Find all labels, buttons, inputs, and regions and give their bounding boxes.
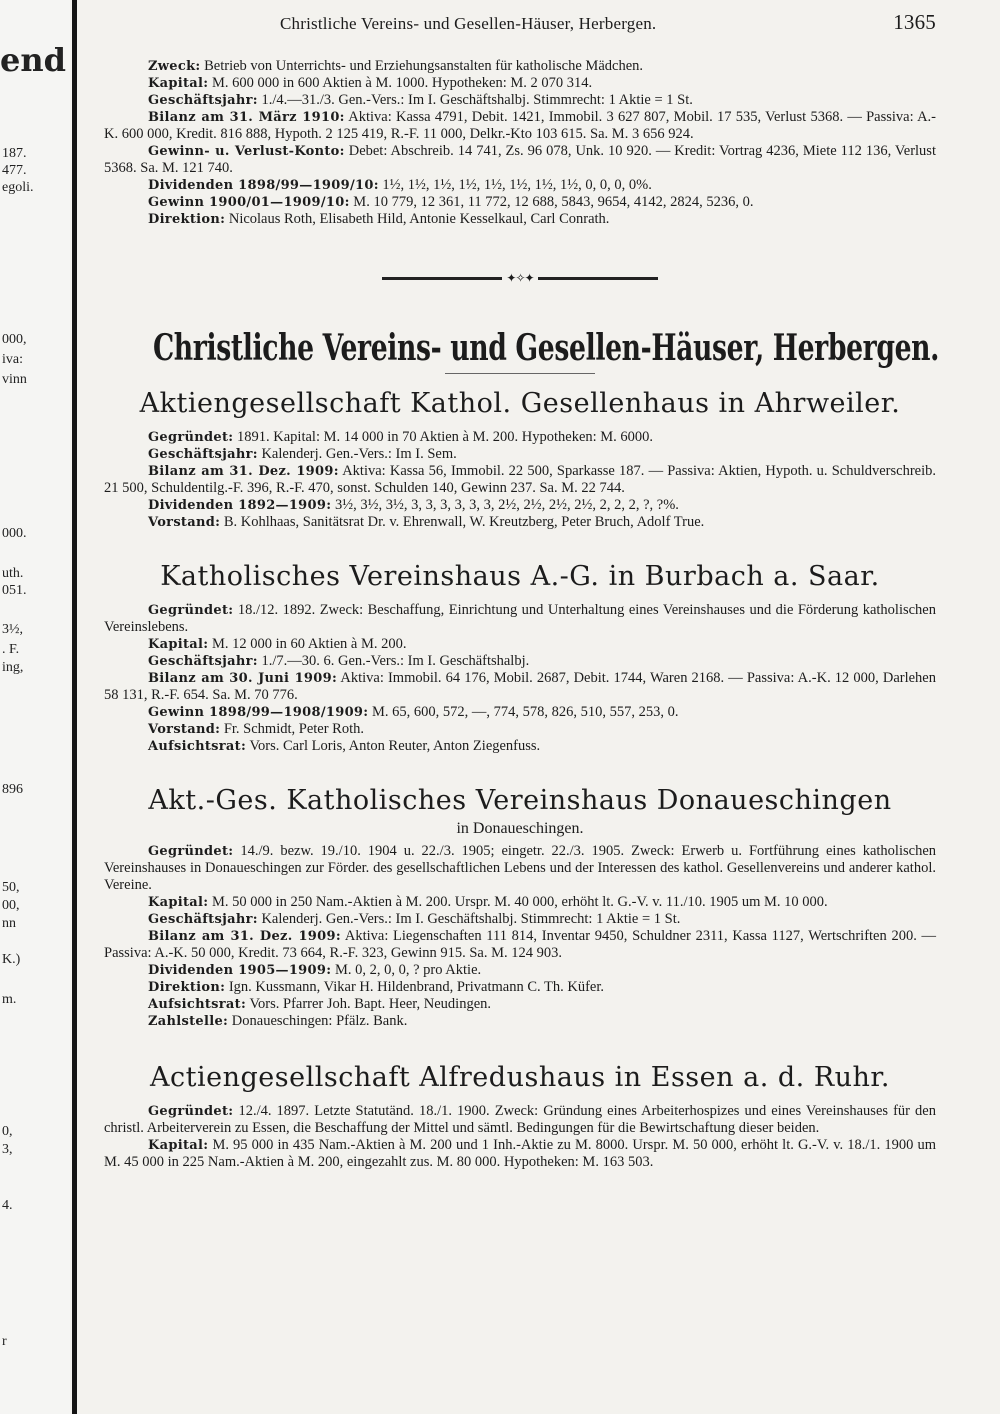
page-number: 1365 [893, 10, 936, 34]
margin-word: end [0, 41, 66, 79]
entry-text: 1./7.—30. 6. Gen.-Vers.: Im I. Geschäftshalbj. [261, 653, 530, 669]
entry-text: 14./9. bezw. 19./10. 1904 u. 22./3. 1905; eingetr. 22./3. 1905. Zweck: Erwerb u. Fortführung eines katholischen Vereinshauses in Donaueschingen zur Förder. des gesellschaftlichen Lebens und der Interessen des kathol. Gesellenvereins und anderer kathol. Vereine. [104, 843, 937, 893]
entry-label: Kapital: [148, 895, 209, 910]
margin-fragment: uth. [2, 566, 24, 581]
entry-text: M. 10 779, 12 361, 11 772, 12 688, 5843, 9654, 4142, 2824, 5236, 0. [353, 194, 754, 210]
margin-fragment: 4. [2, 1198, 13, 1213]
entry-line [104, 704, 936, 721]
margin-fragment: 896 [2, 782, 23, 797]
company-title: Katholisches Vereinshaus A.-G. in Burbach a. Saar. [160, 561, 880, 592]
entry-label: Geschäftsjahr: [148, 93, 258, 108]
entry-line [104, 497, 936, 514]
section-title: Christliche Vereins- und Gesellen-Häuser, Herbergen. [152, 327, 940, 369]
entry-text: M. 0, 2, 0, 0, ? pro Aktie. [334, 962, 482, 978]
entry-line [104, 962, 936, 979]
entry-label: Vorstand: [148, 722, 221, 737]
previous-page-margin [0, 0, 70, 1414]
entry-line [104, 463, 936, 497]
entry-line [104, 211, 936, 228]
running-title: Christliche Vereins- und Gesellen-Häuser, Herbergen. [280, 14, 657, 33]
entry-label: Kapital: [148, 76, 209, 91]
entry-line [104, 738, 936, 755]
entry-label: Gewinn 1898/99—1908/1909: [148, 705, 369, 720]
entry-label: Bilanz am 31. Dez. 1909: [148, 464, 339, 479]
margin-fragment: 187. [2, 146, 27, 161]
entry-text: Aktiva: Immobil. 64 176, Mobil. 2687, Debit. 1744, Waren 2168. — Passiva: A.-K. 12 000, Darlehen 58 131, R.-F. 654. Sa. M. 70 776. [104, 670, 936, 703]
entry-label: Gegründet: [148, 844, 234, 859]
entry-label: Gewinn- u. Verlust-Konto: [148, 144, 345, 159]
entry-text: 1./4.—31./3. Gen.-Vers.: Im I. Geschäftshalbj. Stimmrecht: 1 Aktie = 1 St. [261, 92, 693, 108]
entry-text: M. 50 000 in 250 Nam.-Aktien à M. 200. Urspr. M. 40 000, erhöht lt. G.-V. v. 11./10. 1905 um M. 10 000. [211, 894, 828, 910]
company-title: Actiengesellschaft Alfredushaus in Essen a. d. Ruhr. [150, 1062, 890, 1093]
entry-text: 1891. Kapital: M. 14 000 in 70 Aktien à M. 200. Hypotheken: M. 6000. [237, 429, 654, 445]
entry-text: Vors. Carl Loris, Anton Reuter, Anton Ziegenfuss. [249, 738, 541, 754]
entry-text: 3½, 3½, 3½, 3, 3, 3, 3, 3, 3, 2½, 2½, 2½, 2½, 2, 2, 2, ?, ?%. [334, 497, 679, 513]
margin-fragment: 3½, [2, 622, 23, 637]
company-title: Aktiengesellschaft Kathol. Gesellenhaus in Ahrweiler. [139, 388, 901, 419]
company-subtitle: in Donaueschingen. [456, 820, 584, 837]
entry-line [104, 911, 936, 928]
entry-line [104, 670, 936, 704]
entry-label: Zahlstelle: [148, 1014, 229, 1029]
entry-line [104, 92, 936, 109]
entry-line [104, 894, 936, 911]
entry-line [104, 721, 936, 738]
margin-fragment: iva: [2, 352, 23, 367]
entry-line [104, 177, 936, 194]
margin-fragment: . F. [2, 642, 20, 657]
margin-fragment: vinn [2, 372, 27, 387]
entry-text: M. 12 000 in 60 Aktien à M. 200. [211, 636, 407, 652]
entry-label: Gegründet: [148, 430, 234, 445]
entry-line [104, 653, 936, 670]
entry-label: Geschäftsjahr: [148, 912, 258, 927]
margin-fragment: m. [2, 992, 17, 1007]
margin-fragment: 051. [2, 583, 27, 598]
margin-fragment: ing, [2, 660, 24, 675]
entry-line [104, 75, 936, 92]
entry-text: 1½, 1½, 1½, 1½, 1½, 1½, 1½, 1½, 0, 0, 0, 0%. [382, 177, 652, 193]
entry-label: Bilanz am 31. März 1910: [148, 110, 345, 125]
page-content [104, 10, 940, 1171]
entry-line [104, 996, 936, 1013]
entry-text: M. 95 000 in 435 Nam.-Aktien à M. 200 und 1 Inh.-Aktie zu M. 8000. Urspr. M. 50 000, erhöht lt. G.-V. v. 18./1. 1900 um M. 45 000 in 225 Nam.-Aktien à M. 200, eingezahlt zus. M. 80 000. Hypotheken: M. 163 503. [104, 1137, 936, 1170]
entry-text: M. 65, 600, 572, —, 774, 578, 826, 510, 557, 253, 0. [372, 704, 679, 720]
margin-fragment: 000. [2, 526, 27, 541]
entry-text: 12./4. 1897. Letzte Statutänd. 18./1. 1900. Zweck: Gründung eines Arbeiterhospizes und eines Vereinshauses für den christl. Arbeiterverein zu Essen, die Beschaffung der Mittel und sämtl. Bedingungen für die Bewirtschaftung dieser beiden. [104, 1103, 936, 1136]
entry-text: Ign. Kussmann, Vikar H. Hildenbrand, Privatmann C. Th. Küfer. [228, 979, 604, 995]
company-entry-burbach [104, 561, 936, 755]
entry-text: Kalenderj. Gen.-Vers.: Im I. Sem. [261, 446, 457, 462]
entry-line [104, 109, 936, 143]
margin-fragment: egoli. [2, 180, 34, 195]
entry-label: Geschäftsjahr: [148, 654, 258, 669]
entry-text: Aktiva: Kassa 4791, Debit. 1421, Immobil. 3 627 807, Mobil. 17 535, Verlust 5368. — Passiva: A.-K. 600 000, Kredit. 816 888, Hypoth. 2 125 419, R.-F. 11 000, Delkr.-Kto 103 615. Sa. M. 3 656 924. [104, 109, 937, 142]
entry-text: Kalenderj. Gen.-Vers.: Im I. Geschäftshalbj. Stimmrecht: 1 Aktie = 1 St. [261, 911, 681, 927]
margin-fragment: r [2, 1334, 7, 1349]
entry-line [104, 843, 936, 894]
margin-fragment: 477. [2, 163, 27, 178]
entry-line [104, 1103, 936, 1137]
binding-rule [72, 0, 77, 1414]
margin-fragment: K.) [2, 952, 21, 967]
margin-fragment: 50, [2, 880, 20, 895]
margin-fragment: 0, [2, 1124, 13, 1139]
margin-fragment: 3, [2, 1142, 13, 1157]
entry-line [104, 514, 936, 531]
entry-label: Vorstand: [148, 515, 221, 530]
entry-label: Aufsichtsrat: [148, 739, 247, 754]
entry-text: Debet: Abschreib. 14 741, Zs. 96 078, Unk. 10 920. — Kredit: Vortrag 4236, Miete 112 136, Verlust 5368. Sa. M. 121 740. [104, 143, 936, 176]
entry-text: M. 600 000 in 600 Aktien à M. 1000. Hypotheken: M. 2 070 314. [211, 75, 593, 91]
entry-label: Direktion: [148, 980, 226, 995]
entry-label: Dividenden 1892—1909: [148, 498, 332, 513]
entry-text: Donaueschingen: Pfälz. Bank. [231, 1013, 408, 1029]
entry-line [104, 1013, 936, 1030]
entry-label: Gegründet: [148, 1104, 234, 1119]
company-title: Akt.-Ges. Katholisches Vereinshaus Donaueschingen [148, 785, 892, 816]
entry-text: Betrieb von Unterrichts- und Erziehungsanstalten für katholische Mädchen. [204, 58, 644, 74]
entry-text: B. Kohlhaas, Sanitätsrat Dr. v. Ehrenwall, W. Kreutzberg, Peter Bruch, Adolf True. [223, 514, 705, 530]
entry-line [104, 928, 936, 962]
margin-fragment: 00, [2, 898, 20, 913]
entry-label: Direktion: [148, 212, 226, 227]
entry-label: Kapital: [148, 637, 209, 652]
entry-label: Gegründet: [148, 603, 234, 618]
entry-line [104, 429, 936, 446]
entry-label: Aufsichtsrat: [148, 997, 247, 1012]
entry-text: Nicolaus Roth, Elisabeth Hild, Antonie Kesselkaul, Carl Conrath. [228, 211, 610, 227]
entry-label: Zweck: [148, 59, 201, 74]
entry-label: Dividenden 1898/99—1909/10: [148, 178, 379, 193]
entry-line [104, 194, 936, 211]
entry-line [104, 636, 936, 653]
entry-text: Aktiva: Kassa 56, Immobil. 22 500, Sparkasse 187. — Passiva: Aktien, Hypoth. u. Schuldverschreib. 21 500, Schuldentilg.-F. 396, R.-F. 470, sonst. Schulden 140, Gewinn 237. Sa. M. 22 744. [104, 463, 937, 496]
entry-text: Aktiva: Liegenschaften 111 814, Inventar 9450, Schuldner 2311, Kassa 1127, Wertschriften 200. — Passiva: A.-K. 50 000, Kredit. 73 664, R.-F. 323, Gewinn 915. Sa. M. 124 903. [104, 928, 937, 961]
entry-label: Dividenden 1905—1909: [148, 963, 332, 978]
entry-label: Bilanz am 30. Juni 1909: [148, 671, 338, 686]
margin-fragment: 000, [2, 332, 27, 347]
entry-text: 18./12. 1892. Zweck: Beschaffung, Einrichtung und Unterhaltung eines Vereinshauses und die Förderung katholischen Vereinslebens. [104, 602, 936, 635]
section-underline [445, 373, 595, 374]
previous-entry [104, 58, 936, 228]
entry-line [104, 1137, 936, 1171]
company-entry-ahrweiler [104, 388, 936, 531]
entry-line [104, 979, 936, 996]
entry-text: Fr. Schmidt, Peter Roth. [223, 721, 364, 737]
entry-label: Kapital: [148, 1138, 209, 1153]
ornamental-divider: ✦✧✦ [104, 270, 936, 287]
margin-fragment: nn [2, 916, 16, 931]
entry-line [104, 446, 936, 463]
entry-label: Geschäftsjahr: [148, 447, 258, 462]
company-entry-alfredushaus [104, 1062, 936, 1171]
entry-line [104, 602, 936, 636]
entry-label: Bilanz am 31. Dez. 1909: [148, 929, 341, 944]
entry-label: Gewinn 1900/01—1909/10: [148, 195, 350, 210]
company-entry-donaueschingen [104, 785, 936, 1030]
entry-line [104, 143, 936, 177]
running-header [104, 10, 936, 34]
entry-text: Vors. Pfarrer Joh. Bapt. Heer, Neudingen. [249, 996, 492, 1012]
entry-line [104, 58, 936, 75]
